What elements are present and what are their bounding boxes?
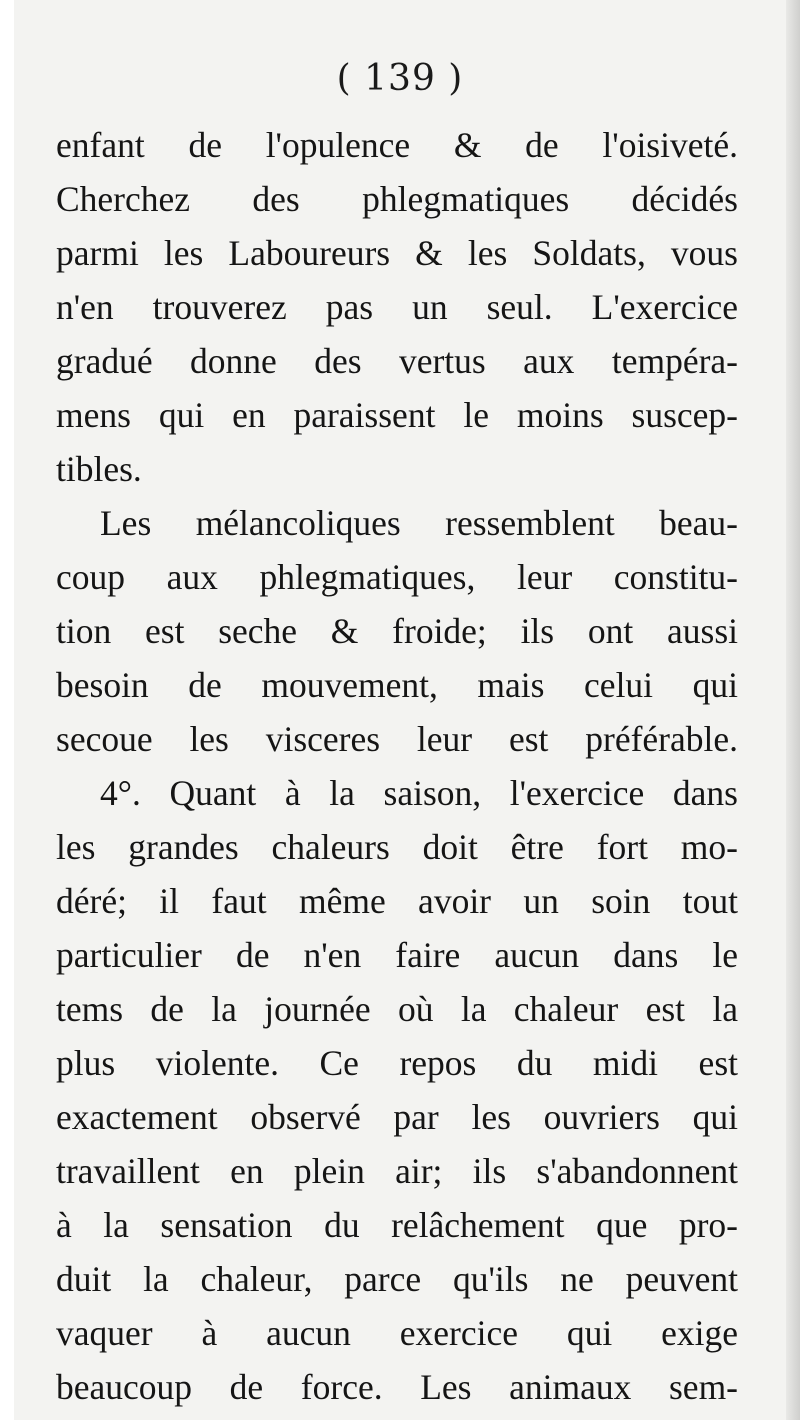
text-line: coup aux phlegmatiques, leur constitu- <box>56 557 738 597</box>
text-line: Cherchez des phlegmatiques décidés <box>56 179 738 219</box>
text-line: Les mélancoliques ressemblent beau- <box>100 503 738 543</box>
page-number: ( 139 ) <box>336 58 464 99</box>
text-line: secoue les visceres leur est préférable. <box>56 719 738 759</box>
text-line: déré; il faut même avoir un soin tout <box>56 881 738 921</box>
text-line: les grandes chaleurs doit être fort mo- <box>56 827 738 867</box>
text-line: gradué donne des vertus aux tempéra- <box>56 341 738 381</box>
text-line: n'en trouverez pas un seul. L'exercice <box>56 287 738 327</box>
text-line: enfant de l'opulence & de l'oisiveté. <box>56 125 738 165</box>
page-left-margin <box>0 0 14 1420</box>
page-right-edge <box>786 0 800 1420</box>
text-line: tems de la journée où la chaleur est la <box>56 989 738 1029</box>
text-line: besoin de mouvement, mais celui qui <box>56 665 738 705</box>
text-line: tion est seche & froide; ils ont aussi <box>56 611 738 651</box>
text-line: à la sensation du relâchement que pro- <box>56 1205 738 1245</box>
text-line: mens qui en paraissent le moins suscep- <box>56 395 738 435</box>
text-line: exactement observé par les ouvriers qui <box>56 1097 738 1137</box>
text-line: parmi les Laboureurs & les Soldats, vous <box>56 233 738 273</box>
text-line: 4°. Quant à la saison, l'exercice dans <box>100 773 738 813</box>
text-line: duit la chaleur, parce qu'ils ne peuvent <box>56 1259 738 1299</box>
text-line: vaquer à aucun exercice qui exige <box>56 1313 738 1353</box>
text-line: travaillent en plein air; ils s'abandonnent <box>56 1151 738 1191</box>
text-line: tibles. <box>56 449 142 489</box>
text-line: beaucoup de force. Les animaux sem- <box>56 1367 738 1407</box>
text-line: particulier de n'en faire aucun dans le <box>56 935 738 975</box>
text-line: plus violente. Ce repos du midi est <box>56 1043 738 1083</box>
body-text <box>56 118 738 1414</box>
